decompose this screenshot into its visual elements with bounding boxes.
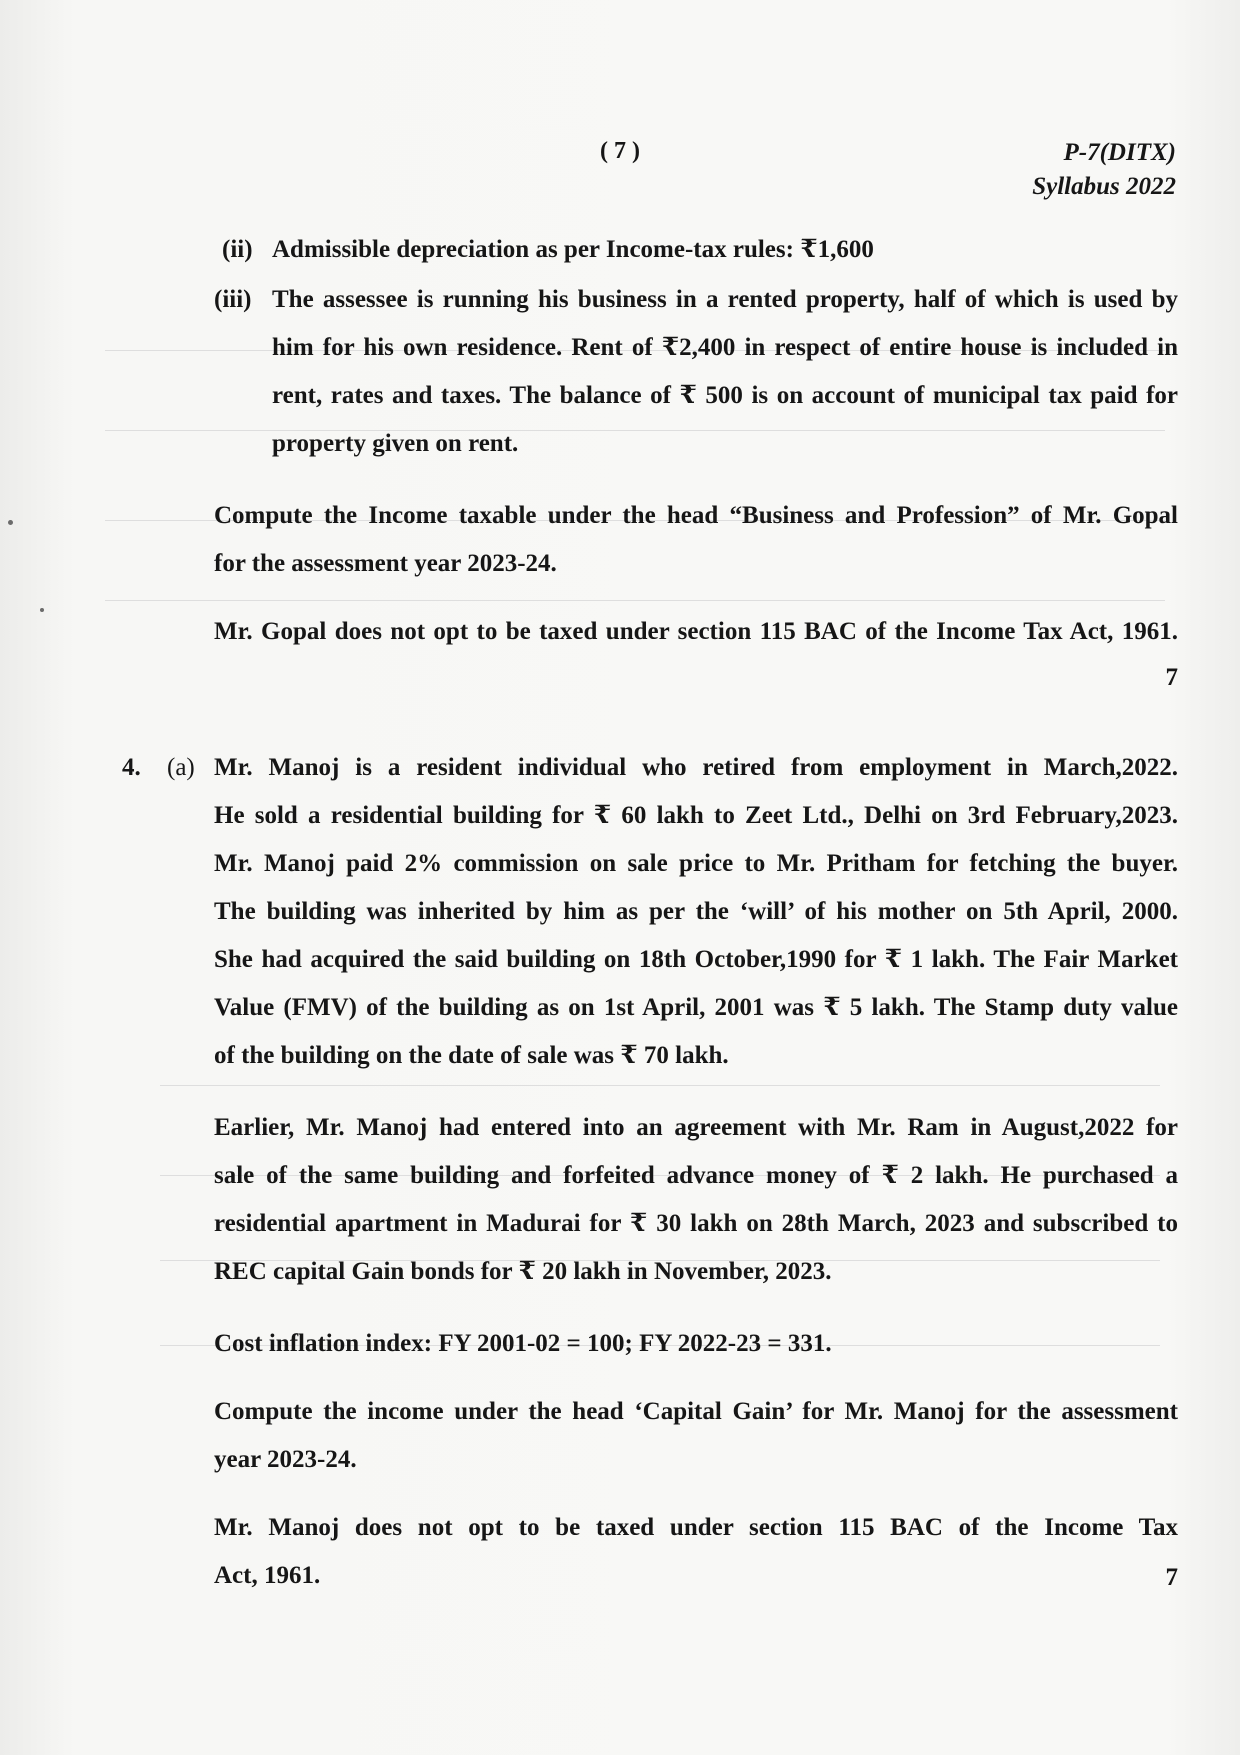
item-iii-line: The assessee is running his business in a rented property, half of which is used by	[272, 286, 1178, 313]
q4-facts-line: She had acquired the said building on 18th October,1990 for ₹ 1 lakh. The Fair Market	[214, 946, 1178, 973]
q4-agreement-line: REC capital Gain bonds for ₹ 20 lakh in November, 2023.	[214, 1258, 832, 1285]
item-iii-line: rent, rates and taxes. The balance of ₹ 500 is on account of municipal tax paid for	[272, 382, 1178, 409]
q4-compute-line: Compute the income under the head ‘Capital Gain’ for Mr. Manoj for the assessment	[214, 1398, 1178, 1425]
q4-note-line: Mr. Manoj does not opt to be taxed under section 115 BAC of the Income Tax	[214, 1514, 1178, 1541]
paper-code-block	[1032, 136, 1176, 204]
q4-facts-line: Mr. Manoj paid 2% commission on sale price to Mr. Pritham for fetching the buyer.	[214, 850, 1178, 877]
q4-cost-inflation-index: Cost inflation index: FY 2001-02 = 100; FY 2022-23 = 331.	[214, 1330, 832, 1357]
item-iii-line: property given on rent.	[272, 430, 519, 457]
q3-regime-note	[214, 608, 1178, 656]
dust-speck	[40, 608, 44, 612]
paper-code: P-7(DITX)	[1063, 139, 1176, 166]
q4-compute-instruction	[214, 1388, 1178, 1484]
q4-agreement-line: sale of the same building and forfeited advance money of ₹ 2 lakh. He purchased a	[214, 1162, 1178, 1189]
dust-speck	[8, 520, 13, 525]
item-ii-label: (ii)	[222, 236, 253, 263]
item-iii-label: (iii)	[214, 286, 252, 313]
question-number: 4.	[122, 754, 141, 781]
q4-facts-line: Value (FMV) of the building as on 1st April, 2001 was ₹ 5 lakh. The Stamp duty value	[214, 994, 1178, 1021]
q4-regime-note	[214, 1504, 1178, 1600]
q4-note-line: Act, 1961.	[214, 1562, 321, 1589]
page-number: ( 7 )	[600, 138, 640, 164]
q4-compute-line: year 2023-24.	[214, 1446, 357, 1473]
q4-facts-line: of the building on the date of sale was ₹ 70 lakh.	[214, 1042, 729, 1069]
question-part-label: (a)	[167, 754, 195, 781]
item-iii-line: him for his own residence. Rent of ₹2,400 in respect of entire house is included in	[272, 334, 1178, 361]
q3-note-line: Mr. Gopal does not opt to be taxed under section 115 BAC of the Income Tax Act, 1961.	[214, 618, 1178, 645]
q3-marks: 7	[1165, 664, 1178, 691]
q4-facts-line: He sold a residential building for ₹ 60 lakh to Zeet Ltd., Delhi on 3rd February,2023.	[214, 802, 1178, 829]
q4-facts-paragraph	[214, 744, 1178, 1080]
q4-facts-line: The building was inherited by him as per the ‘will’ of his mother on 5th April, 2000.	[214, 898, 1178, 925]
q4-marks: 7	[1165, 1564, 1178, 1591]
q3-compute-line: Compute the Income taxable under the head “Business and Profession” of Mr. Gopal	[214, 502, 1178, 529]
q4-agreement-paragraph	[214, 1104, 1178, 1296]
q4-agreement-line: residential apartment in Madurai for ₹ 30 lakh on 28th March, 2023 and subscribed to	[214, 1210, 1178, 1237]
q3-compute-instruction	[214, 492, 1178, 588]
q3-compute-line: for the assessment year 2023-24.	[214, 550, 557, 577]
item-ii-text: Admissible depreciation as per Income-tax rules: ₹1,600	[272, 236, 874, 263]
q4-agreement-line: Earlier, Mr. Manoj had entered into an agreement with Mr. Ram in August,2022 for	[214, 1114, 1178, 1141]
q4-facts-line: Mr. Manoj is a resident individual who retired from employment in March,2022.	[214, 754, 1178, 781]
item-iii-text	[272, 276, 1178, 468]
syllabus-label: Syllabus 2022	[1032, 173, 1176, 200]
